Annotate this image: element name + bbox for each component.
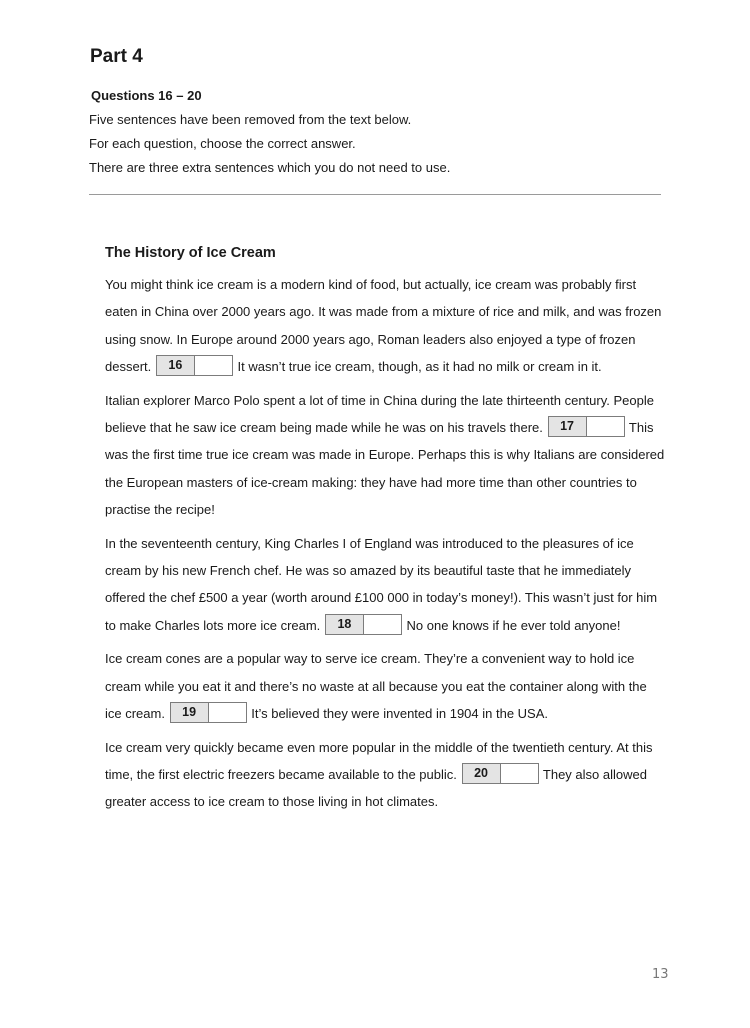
- gap-number: 17: [549, 417, 587, 436]
- paragraph-text: It wasn’t true ice cream, though, as it had no milk or cream in it.: [237, 359, 602, 375]
- answer-gap-16[interactable]: [156, 355, 233, 376]
- article-title: The History of Ice Cream: [105, 245, 276, 261]
- paragraph-text: They also allowed greater access to ice cream to those living in hot climates.: [105, 766, 647, 810]
- answer-gap-17[interactable]: [548, 416, 625, 437]
- gap-answer-box[interactable]: [209, 703, 246, 722]
- article: [105, 241, 665, 822]
- gap-answer-box[interactable]: [501, 764, 538, 783]
- answer-gap-19[interactable]: [170, 702, 247, 723]
- page-number: 13: [652, 967, 669, 982]
- instruction-line: Five sentences have been removed from the text below.: [89, 112, 412, 127]
- paragraph-text: No one knows if he ever told anyone!: [406, 617, 621, 633]
- paragraph-text: Ice cream cones are a popular way to serve ice cream. They’re a convenient way to hold ice cream while you eat it and there’s no waste at all because you eat the container along with the ice cream.: [105, 651, 647, 722]
- paragraph-text: In the seventeenth century, King Charles I of England was introduced to the pleasures of ice cream by his new French chef. He was so amazed by its beautiful taste that he immediately offered the chef £500 a year (worth around £100 000 in today’s money!). This wasn’t just for him to make Charles lots more ice cream.: [105, 535, 658, 633]
- paragraph-text: This was the first time true ice cream was made in Europe. Perhaps this is why Italians are considered the European masters of ice-cream making: they have had more time than other countries to practise the recipe!: [105, 420, 665, 518]
- article-paragraph: [105, 645, 665, 727]
- article-paragraph: [105, 387, 665, 524]
- article-paragraph: [105, 271, 665, 381]
- gap-number: 16: [157, 356, 195, 375]
- gap-answer-box[interactable]: [195, 356, 232, 375]
- section-divider: [89, 194, 661, 195]
- answer-gap-18[interactable]: [325, 614, 402, 635]
- article-paragraph: [105, 734, 665, 816]
- gap-number: 18: [326, 615, 364, 634]
- gap-answer-box[interactable]: [587, 417, 624, 436]
- article-paragraph: [105, 530, 665, 640]
- instruction-line: There are three extra sentences which you do not need to use.: [89, 160, 451, 175]
- instruction-line: For each question, choose the correct answer.: [89, 136, 356, 151]
- part-title: Part 4: [90, 46, 143, 67]
- paragraph-text: Italian explorer Marco Polo spent a lot of time in China during the late thirteenth century. People believe that he saw ice cream being made while he was on his travels there.: [105, 392, 654, 436]
- answer-gap-20[interactable]: [462, 763, 539, 784]
- gap-answer-box[interactable]: [364, 615, 401, 634]
- paragraph-text: It’s believed they were invented in 1904 in the USA.: [251, 706, 548, 722]
- gap-number: 20: [463, 764, 501, 783]
- paragraph-text: You might think ice cream is a modern kind of food, but actually, ice cream was probably first eaten in China over 2000 years ago. It was made from a mixture of rice and milk, and was frozen using snow. In Europe around 2000 years ago, Roman leaders also enjoyed a type of frozen dessert.: [105, 277, 662, 375]
- gap-number: 19: [171, 703, 209, 722]
- instructions: [89, 111, 450, 183]
- paragraph-text: Ice cream very quickly became even more popular in the middle of the twentieth century. At this time, the first electric freezers became available to the public.: [105, 739, 653, 782]
- questions-range: Questions 16 – 20: [91, 88, 202, 103]
